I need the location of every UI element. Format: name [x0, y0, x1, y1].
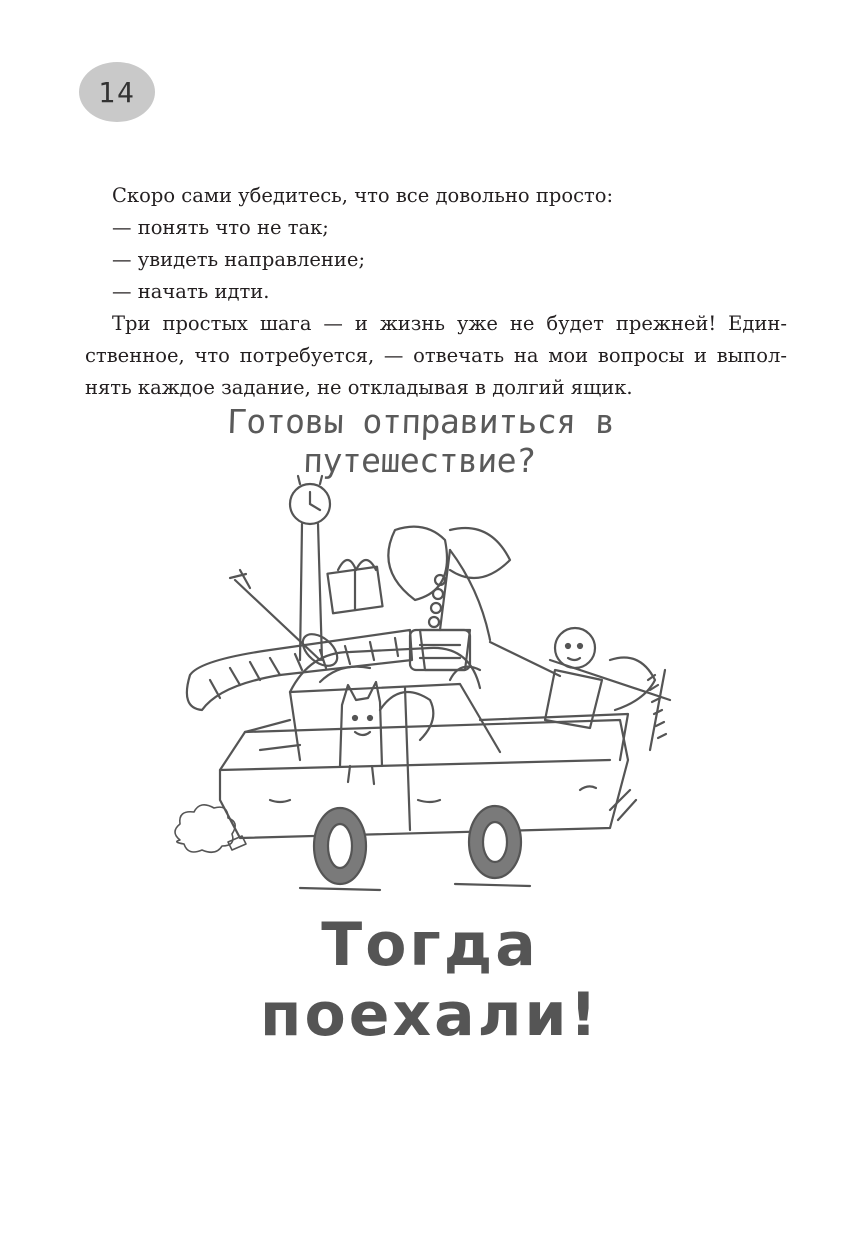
wheel-front [300, 808, 380, 890]
body-line: — понять что не так; [112, 216, 329, 239]
body-line: — начать идти. [112, 280, 270, 303]
body-line: Три простых шага — и жизнь уже не будет прежней! Един- [112, 312, 787, 335]
page-number-badge [79, 62, 155, 122]
body-line: ственное, что потребуется, — отвечать на мои вопросы и выпол- [85, 344, 787, 367]
wheel-rear [455, 806, 530, 886]
passenger-figure [490, 628, 655, 728]
car-body [220, 684, 636, 838]
cat-figure [340, 682, 382, 784]
body-line: нять каждое задание, не откладывая в долгий ящик. [85, 376, 633, 399]
gift-box [327, 560, 382, 613]
body-line: — увидеть направление; [112, 248, 366, 271]
page-number: 14 [98, 75, 136, 109]
handwritten-question: Готовы отправиться в путешествие? [226, 402, 616, 480]
car-trip-illustration [150, 470, 690, 900]
handwritten-exclamation: Тогда поехали! [260, 910, 600, 1050]
clock-on-pole [290, 476, 330, 660]
body-line: Скоро сами убедитесь, что все довольно просто: [112, 184, 614, 207]
body-text [85, 180, 787, 404]
